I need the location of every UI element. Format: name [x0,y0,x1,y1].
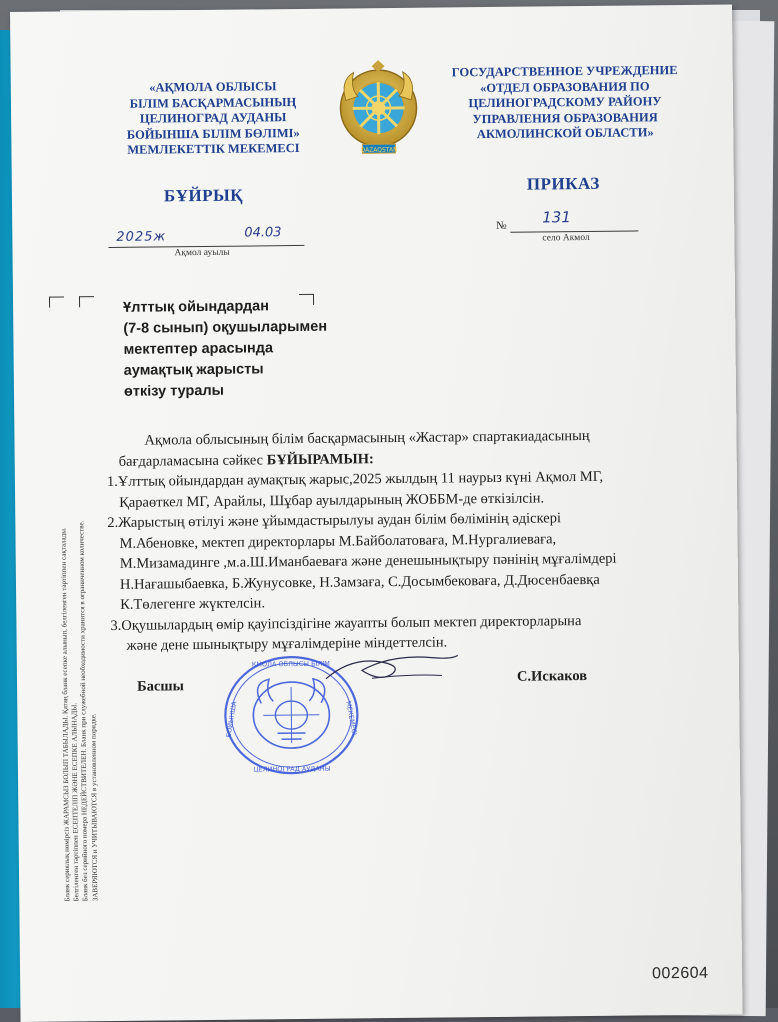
svg-text:ЦЕЛИНОГРАД АУДАНЫ: ЦЕЛИНОГРАД АУДАНЫ [253,764,331,774]
org-kz-line: БОЙЫНША БІЛІМ БӨЛІМІ» [126,125,300,142]
document-sheet [10,4,743,1022]
corner-mark [49,296,64,307]
place-kz: Ақмол ауылы [174,247,230,259]
org-name-ru [436,63,695,143]
subject-line: аумақтық жарысты [123,361,264,379]
state-emblem-icon [336,60,422,166]
signer-name: С.Искаков [516,667,588,685]
body-line: М.Абеновке, мектеп директорлары М.Байболатоваға, М.Нургалиеваға, [119,530,557,552]
doc-type-kz: БҰЙРЫҚ [163,185,244,206]
svg-text:ҚМОЛА ОБЛЫСЫ БІЛІМ: ҚМОЛА ОБЛЫСЫ БІЛІМ [251,659,330,669]
org-kz-line: МЕМЛЕКЕТТІК МЕКЕМЕСІ [127,140,300,157]
org-ru-line: АКМОЛИНСКОЙ ОБЛАСТИ» [476,125,654,142]
side-note-line: ЗАВЕРЯЮТСЯ и УЧИТЫВАЮТСЯ в установленном порядке. [88,713,99,902]
side-note-line: Белгіленген тәртіппен ЕСЕПТЕЛІП ЖӘНЕ ЕСЕПКЕ АЛЫНАДЫ. [70,702,81,902]
side-note-line: Бланк без серийного номера НЕДЕЙСТВИТЕЛЕН. Бланк при служебной необходимости хранится в ограниченном количестве. [77,520,90,902]
side-note-line: Бланк сериялық нөмірсіз ЖАРАМСЫЗ БОЛЫП ТАБЫЛАДЫ. Қатаң бланк есепке алынып, белгіленген тәртіппен сақталады. [59,527,72,902]
handwritten-date-day: 04.03 [244,225,282,241]
body-line: Ақмола облысының білім басқармасының «Жастар» спартакиадасының [144,427,590,449]
body-line: 3.Оқушылардың өмір қауіпсіздігіне жауапты болып мектеп директорларына [110,612,582,634]
body-line: 2.Жарыстың өтілуі және ұйымдастырылуы аудан білім бөлімінің әдіскері [107,510,562,532]
subject-line: Ұлттық ойындардан [123,298,270,316]
svg-text:QAZAQSTAN: QAZAQSTAN [360,146,398,154]
org-name-kz [103,79,324,159]
handwritten-date-year: 2025ж [116,229,167,245]
order-word: БҰЙЫРАМЫН: [266,450,374,468]
form-side-note [58,431,100,901]
handwritten-order-number: 131 [542,208,571,227]
org-kz-line: ЦЕЛИНОГРАД АУДАНЫ [139,110,287,126]
form-serial-number: 002604 [652,964,709,983]
body-line: және дене шынықтыру мұғалімдеріне міндеттелсін. [126,634,448,654]
order-body [106,425,698,657]
order-subject [123,296,328,403]
org-ru-line: ГОСУДАРСТВЕННОЕ УЧРЕЖДЕНИЕ [451,63,678,80]
corner-mark [79,296,94,307]
handwritten-signature-icon [322,647,462,688]
svg-text:МЕКЕМЕСІ: МЕКЕМЕСІ [344,700,359,736]
signer-title: Басшы [136,678,184,695]
body-line: 1.Ұлттық ойындардан аумақтық жарыс,2025 жылдың 11 наурыз күні Ақмол МГ, [106,468,604,491]
intro-text: бағдарламасына сәйкес [118,451,267,470]
org-ru-line: УПРАВЛЕНИЯ ОБРАЗОВАНИЯ [472,109,658,126]
svg-text:БОЙЫНША: БОЙЫНША [224,700,239,739]
org-kz-line: БІЛІМ БАСҚАРМАСЫНЫҢ [129,94,297,111]
org-kz-line: «АҚМОЛА ОБЛЫСЫ [149,79,277,95]
subject-line: өткізу туралы [123,382,225,400]
org-ru-line: ЦЕЛИНОГРАДСКОМУ РАЙОНУ [468,94,662,111]
subject-line: (7-8 сынып) оқушыларымен [123,318,328,337]
body-line: М.Мизамадинге ,м.а.Ш.Иманбаеваға және денешынықтыру пәнінің мұғалімдері [119,550,617,572]
place-ru: село Акмол [542,232,590,244]
body-line: Н.Нағашыбаевка, Б.Жунусовке, Н.Замзаға, С.Досымбековаға, Д.Дюсенбаевқа [119,571,600,593]
body-line: Қараөткел МГ, Арайлы, Шұбар ауылдарының ЖОББМ-де өткізілсін. [119,489,545,511]
doc-type-ru: ПРИКАЗ [526,173,600,194]
number-sign: № [496,219,507,232]
body-line: К.Төлегенге жүктелсін. [120,595,266,613]
subject-line: мектептер арасында [123,340,274,358]
org-ru-line: «ОТДЕЛ ОБРАЗОВАНИЯ ПО [480,78,650,95]
